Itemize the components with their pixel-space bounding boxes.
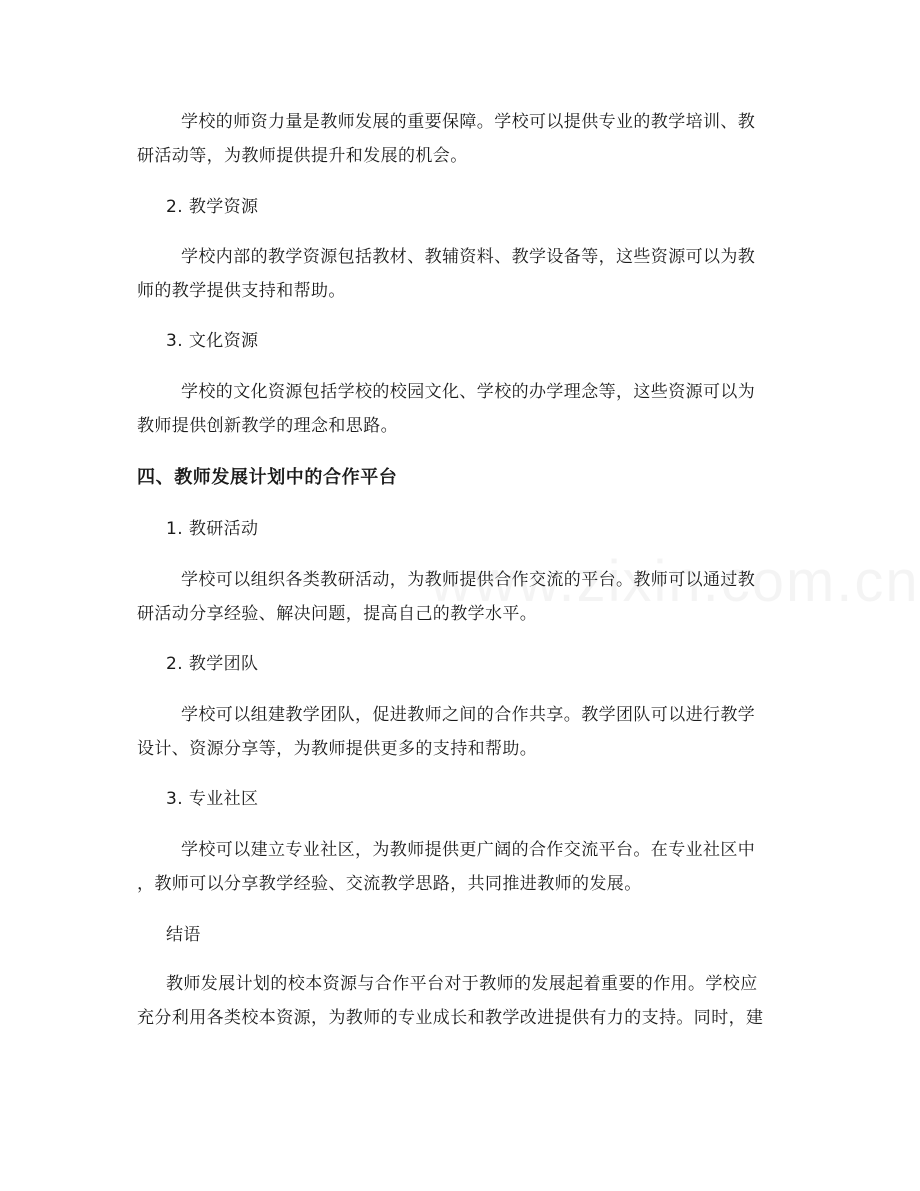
list-item-title: 2. 教学资源: [166, 197, 259, 217]
paragraph-line: 研活动等，为教师提供提升和发展的机会。: [137, 146, 468, 166]
list-item-title: 1. 教研活动: [166, 519, 259, 539]
list-item-title: 3. 专业社区: [166, 789, 259, 809]
list-item-title: 2. 教学团队: [166, 654, 259, 674]
conclusion-title: 结语: [166, 925, 201, 945]
paragraph-line: 研活动分享经验、解决问题，提高自己的教学水平。: [137, 604, 538, 624]
paragraph-line: 师的教学提供支持和帮助。: [137, 281, 346, 301]
list-item-title: 3. 文化资源: [166, 331, 259, 351]
paragraph-line: 教师发展计划的校本资源与合作平台对于教师的发展起着重要的作用。学校应: [166, 974, 758, 994]
paragraph-line: 学校可以组织各类教研活动，为教师提供合作交流的平台。教师可以通过教: [181, 570, 756, 590]
paragraph-line: ，教师可以分享教学经验、交流教学思路，共同推进教师的发展。: [137, 874, 642, 894]
paragraph-line: 充分利用各类校本资源，为教师的专业成长和教学改进提供有力的支持。同时，建: [137, 1008, 764, 1028]
paragraph-line: 学校内部的教学资源包括教材、教辅资料、教学设备等，这些资源可以为教: [181, 247, 756, 267]
paragraph-line: 学校的师资力量是教师发展的重要保障。学校可以提供专业的教学培训、教: [181, 112, 756, 132]
paragraph-line: 教师提供创新教学的理念和思路。: [137, 416, 398, 436]
section-heading: 四、教师发展计划中的合作平台: [137, 467, 398, 488]
paragraph-line: 学校可以组建教学团队，促进教师之间的合作共享。教学团队可以进行教学: [181, 705, 756, 725]
paragraph-line: 设计、资源分享等，为教师提供更多的支持和帮助。: [137, 739, 538, 759]
paragraph-line: 学校的文化资源包括学校的校园文化、学校的办学理念等，这些资源可以为: [181, 382, 756, 402]
paragraph-line: 学校可以建立专业社区，为教师提供更广阔的合作交流平台。在专业社区中: [181, 840, 756, 860]
